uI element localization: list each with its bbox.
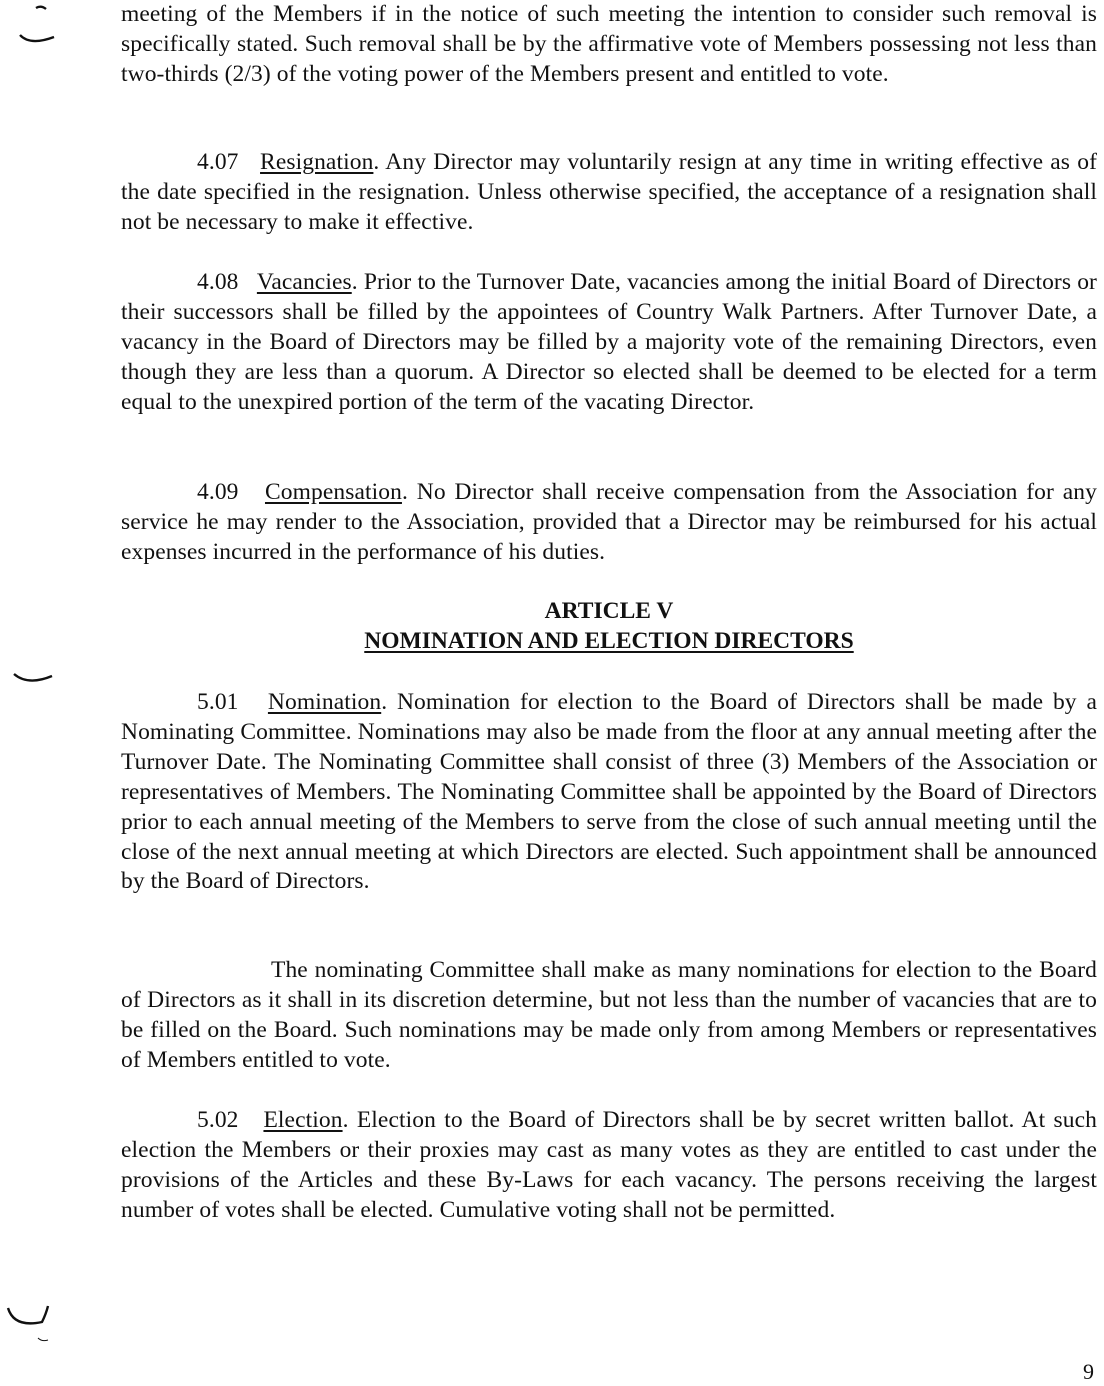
- section-text: . Nomination for election to the Board of Directors shall be made by a Nominating Committee. Nominations may also be made from the floor at any annual meeting after the Turnover Date. The Nominating Committee shall consist of three (3) Members of the Association or representatives of Members. The Nominating Committee shall be appointed by the Board of Directors prior to each annual meeting of the Members to serve from the close of such annual meeting until the close of the next annual meeting at which Directors are elected. Such appointment shall be announced by the Board of Directors.: [121, 689, 1097, 895]
- section-5-01: [121, 688, 1097, 897]
- section-title: Compensation: [264, 479, 402, 505]
- section-text: . Election to the Board of Directors shall be by secret written ballot. At such election the Members or their proxies may cast as many votes as they are entitled to cast under the provisions of the Articles and these By-Laws for each vacancy. The persons receiving the largest number of votes shall be elected. Cumulative voting shall not be permitted.: [121, 1107, 1097, 1223]
- margin-mark-top: [14, 2, 64, 52]
- section-5-01-paragraph-2: The nominating Committee shall make as many nominations for election to the Board of Directors as it shall in its discretion determine, but not less than the number of vacancies that are to be filled on the Board. Such nominations may be made only from among Members or representatives of Members entitled to vote.: [121, 957, 1097, 1073]
- section-4-08: [121, 268, 1097, 418]
- page-number: 9: [1083, 1359, 1094, 1384]
- continuation-paragraph: meeting of the Members if in the notice of such meeting the intention to consider such removal is specifically stated. Such removal shall be by the affirmative vote of Members possessing not less than two-thirds (2/3) of the voting power of the Members present and entitled to vote.: [121, 1, 1097, 87]
- article-heading: ARTICLE V: [544, 598, 674, 624]
- section-title: Resignation: [260, 149, 374, 175]
- section-number: 4.09: [197, 479, 239, 505]
- section-5-02: [121, 1106, 1097, 1226]
- section-text: . No Director shall receive compensation from the Association for any service he may render to the Association, provided that a Director may be reimbursed for his actual expenses incurred in the performance of his duties.: [121, 479, 1097, 565]
- section-text: . Any Director may voluntarily resign at any time in writing effective as of the date specified in the resignation. Unless otherwise specified, the acceptance of a resignation shall not be necessary to make it effective.: [121, 149, 1097, 235]
- section-number: 5.01: [197, 689, 239, 715]
- section-title: Election: [263, 1107, 343, 1133]
- article-subheading: [121, 626, 1097, 656]
- section-number: 5.02: [197, 1107, 239, 1133]
- section-4-09: [121, 478, 1097, 568]
- article-subheading-text: NOMINATION AND ELECTION DIRECTORS: [364, 628, 854, 654]
- section-4-07: [121, 148, 1097, 238]
- section-number: 4.07: [197, 149, 239, 175]
- section-text: . Prior to the Turnover Date, vacancies among the initial Board of Directors or their successors shall be filled by the appointees of Country Walk Partners. After Turnover Date, a vacancy in the Board of Directors may be filled by a majority vote of the remaining Directors, even though they are less than a quorum. A Director so elected shall be deemed to be elected for a term equal to the unexpired portion of the term of the vacating Director.: [121, 269, 1097, 415]
- section-title: Nomination: [267, 689, 382, 715]
- section-number: 4.08: [197, 269, 239, 295]
- margin-mark-mid: [10, 668, 60, 698]
- section-title: Vacancies: [256, 269, 352, 295]
- margin-mark-bottom: [2, 1298, 62, 1358]
